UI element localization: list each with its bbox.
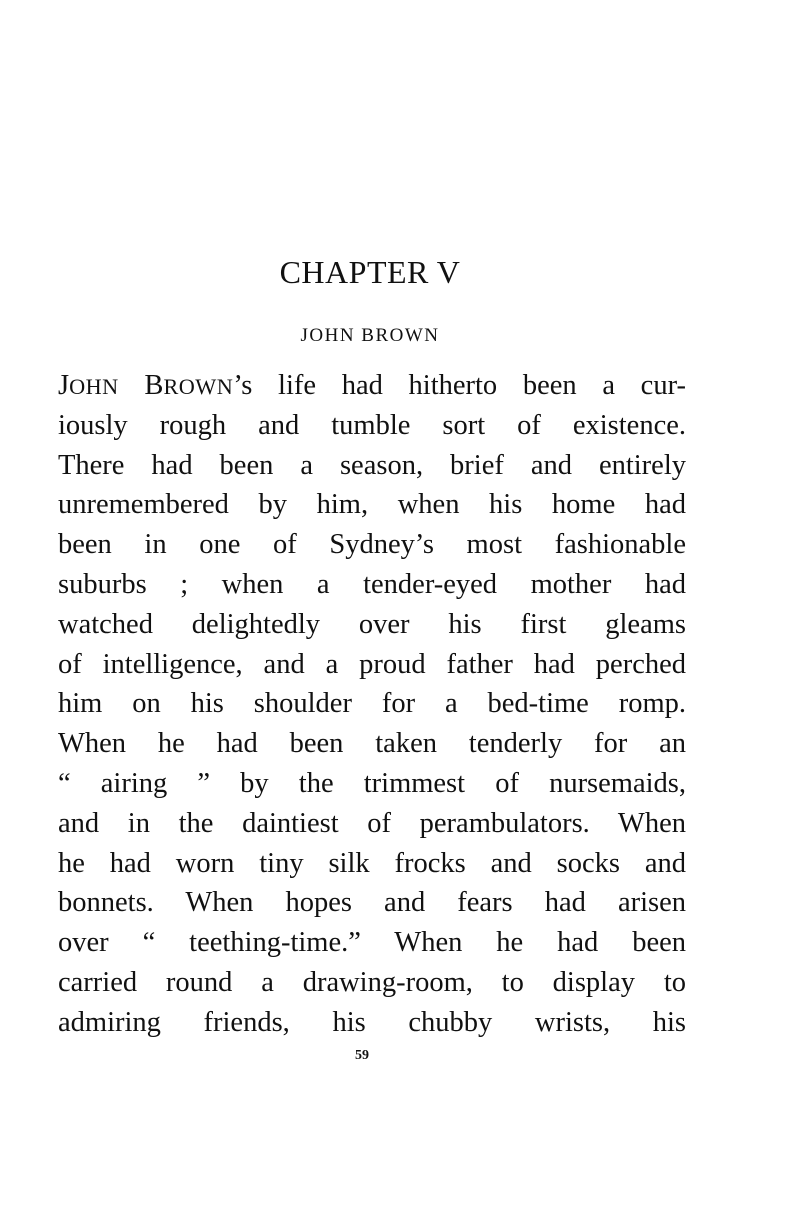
text-line: over “ teething-time.” When he had been	[58, 927, 686, 959]
lead-smallcaps-2: ROWN	[163, 374, 234, 399]
text-line: unremembered by him, when his home had	[58, 489, 686, 521]
chapter-title: CHAPTER V	[279, 254, 461, 290]
text-line: and in the daintiest of perambulators. When	[58, 807, 686, 839]
text-line: watched delightedly over his first gleams	[58, 608, 686, 640]
text-line: iously rough and tumble sort of existence.	[58, 409, 686, 441]
lead-rest: ’s life had hitherto been a cur-	[233, 370, 686, 401]
lead-initial-1: J	[58, 370, 70, 401]
page-number: 59	[355, 1048, 369, 1063]
text-line: of intelligence, and a proud father had perched	[58, 648, 686, 680]
text-line: There had been a season, brief and entirely	[58, 449, 686, 481]
text-line: When he had been taken tenderly for an	[58, 728, 686, 760]
lead-initial-2: B	[144, 370, 164, 401]
lead-space	[119, 370, 145, 401]
body-text	[58, 366, 686, 1043]
text-line: admiring friends, his chubby wrists, his	[58, 1006, 686, 1038]
text-line: bonnets. When hopes and fears had arisen	[58, 887, 686, 919]
text-line: “ airing ” by the trimmest of nursemaids,	[58, 767, 686, 799]
first-line	[58, 366, 686, 406]
text-line: carried round a drawing-room, to display to	[58, 966, 686, 998]
text-line: him on his shoulder for a bed-time romp.	[58, 688, 686, 720]
lead-smallcaps-1: OHN	[69, 374, 119, 399]
chapter-subtitle: JOHN BROWN	[300, 325, 440, 346]
text-line: suburbs ; when a tender-eyed mother had	[58, 568, 686, 600]
text-line: been in one of Sydney’s most fashionable	[58, 529, 686, 561]
text-line: he had worn tiny silk frocks and socks and	[58, 847, 686, 879]
